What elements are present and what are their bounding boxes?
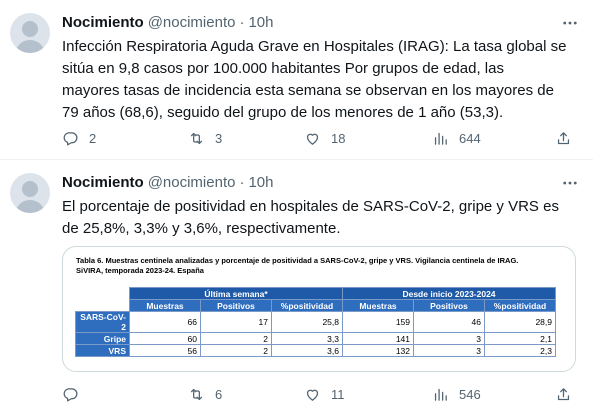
- action-bar: [62, 384, 582, 404]
- table-title-text: Tabla 6. Muestras centinela analizadas y porcentaje de positividad a SARS-CoV-2, gripe y VRS. Vigilancia centinela de IRAG.: [76, 256, 519, 265]
- retweet-button[interactable]: [188, 386, 222, 403]
- views-button[interactable]: [432, 386, 481, 403]
- table-cell: 3: [414, 345, 485, 357]
- timestamp[interactable]: 10h: [248, 173, 274, 191]
- retweet-icon: [188, 130, 205, 147]
- heart-icon: [304, 386, 321, 403]
- author-handle[interactable]: @nocimiento: [147, 13, 236, 31]
- column-header: Muestras: [343, 300, 414, 312]
- tweet-text-line: de 25,8%, 3,3% y 3,6%, respectivamente.: [62, 220, 341, 237]
- heart-icon: [304, 130, 321, 147]
- reply-button[interactable]: [62, 130, 96, 147]
- row-label: VRS: [76, 345, 130, 357]
- share-button[interactable]: [555, 386, 572, 403]
- table-subtitle: SiVIRA, temporada 2023-24. España: [76, 266, 204, 275]
- media-image[interactable]: [62, 246, 576, 372]
- tweet[interactable]: [0, 0, 593, 160]
- row-label: SARS-CoV-2: [76, 312, 130, 333]
- separator-dot: ·: [239, 173, 245, 191]
- row-label: Gripe: [76, 333, 130, 345]
- tweet-text-line: El porcentaje de positividad en hospitales de SARS-CoV-2, gripe y VRS es: [62, 198, 559, 215]
- table-cell: 3,3: [272, 333, 343, 345]
- column-header: Muestras: [130, 300, 201, 312]
- table-cell: 46: [414, 312, 485, 333]
- like-button[interactable]: [304, 130, 345, 147]
- author-name[interactable]: Nocimiento: [62, 13, 144, 31]
- table-cell: 3: [414, 333, 485, 345]
- views-icon: [432, 386, 449, 403]
- share-icon: [555, 130, 572, 147]
- avatar[interactable]: [10, 173, 50, 213]
- table-cell: 60: [130, 333, 201, 345]
- reply-count: 2: [89, 130, 97, 146]
- table-row: [76, 333, 556, 345]
- tweet-text: [62, 196, 582, 240]
- table-cell: 141: [343, 333, 414, 345]
- more-dots-icon[interactable]: [561, 174, 579, 192]
- table-cell: 2: [201, 333, 272, 345]
- like-count: 11: [331, 386, 345, 402]
- tweet-text-line: mayores tasas de incidencia esta semana se observan en los mayores de: [62, 82, 554, 99]
- tweet-header: [62, 172, 274, 192]
- reply-button[interactable]: [62, 386, 89, 403]
- author-name[interactable]: Nocimiento: [62, 173, 144, 191]
- action-bar: [62, 128, 582, 148]
- column-header: Positivos: [414, 300, 485, 312]
- share-icon: [555, 386, 572, 403]
- group-header: Desde inicio 2023-2024: [343, 288, 556, 300]
- column-header: %positividad: [485, 300, 556, 312]
- reply-icon: [62, 386, 79, 403]
- view-count: 644: [459, 130, 481, 146]
- avatar[interactable]: [10, 13, 50, 53]
- share-button[interactable]: [555, 130, 572, 147]
- retweet-icon: [188, 386, 205, 403]
- table-cell: 66: [130, 312, 201, 333]
- like-button[interactable]: [304, 386, 345, 403]
- tweet-text-line: 79 años (68,6), seguido del grupo de los menores de 1 año (53,3).: [62, 104, 504, 121]
- table-cell: 17: [201, 312, 272, 333]
- tweet-text-line: sitúa en 9,8 casos por 100.000 habitantes Por grupos de edad, las: [62, 60, 504, 77]
- table-cell: 28,9: [485, 312, 556, 333]
- tweet[interactable]: [0, 160, 593, 415]
- table-row: [76, 312, 556, 333]
- author-handle[interactable]: @nocimiento: [147, 173, 236, 191]
- table-cell: 56: [130, 345, 201, 357]
- column-header: %positividad: [272, 300, 343, 312]
- table-cell: 25,8: [272, 312, 343, 333]
- column-header: Positivos: [201, 300, 272, 312]
- tweet-text: [62, 36, 582, 124]
- group-header: Última semana*: [130, 288, 343, 300]
- table-cell: 159: [343, 312, 414, 333]
- table-cell: 2: [201, 345, 272, 357]
- more-dots-icon[interactable]: [561, 14, 579, 32]
- positivity-table: [75, 287, 556, 357]
- table-cell: 3,6: [272, 345, 343, 357]
- views-button[interactable]: [432, 130, 481, 147]
- like-count: 18: [331, 130, 346, 146]
- table-cell: 132: [343, 345, 414, 357]
- retweet-count: 6: [215, 386, 223, 402]
- table-row: [76, 345, 556, 357]
- tweet-header: [62, 12, 274, 32]
- views-icon: [432, 130, 449, 147]
- table-title: [76, 256, 518, 276]
- retweet-count: 3: [215, 130, 223, 146]
- timestamp[interactable]: 10h: [248, 13, 274, 31]
- separator-dot: ·: [239, 13, 245, 31]
- retweet-button[interactable]: [188, 130, 222, 147]
- table-cell: 2,3: [485, 345, 556, 357]
- reply-icon: [62, 130, 79, 147]
- view-count: 546: [459, 386, 481, 402]
- tweet-text-line: Infección Respiratoria Aguda Grave en Hospitales (IRAG): La tasa global se: [62, 38, 567, 55]
- table-cell: 2,1: [485, 333, 556, 345]
